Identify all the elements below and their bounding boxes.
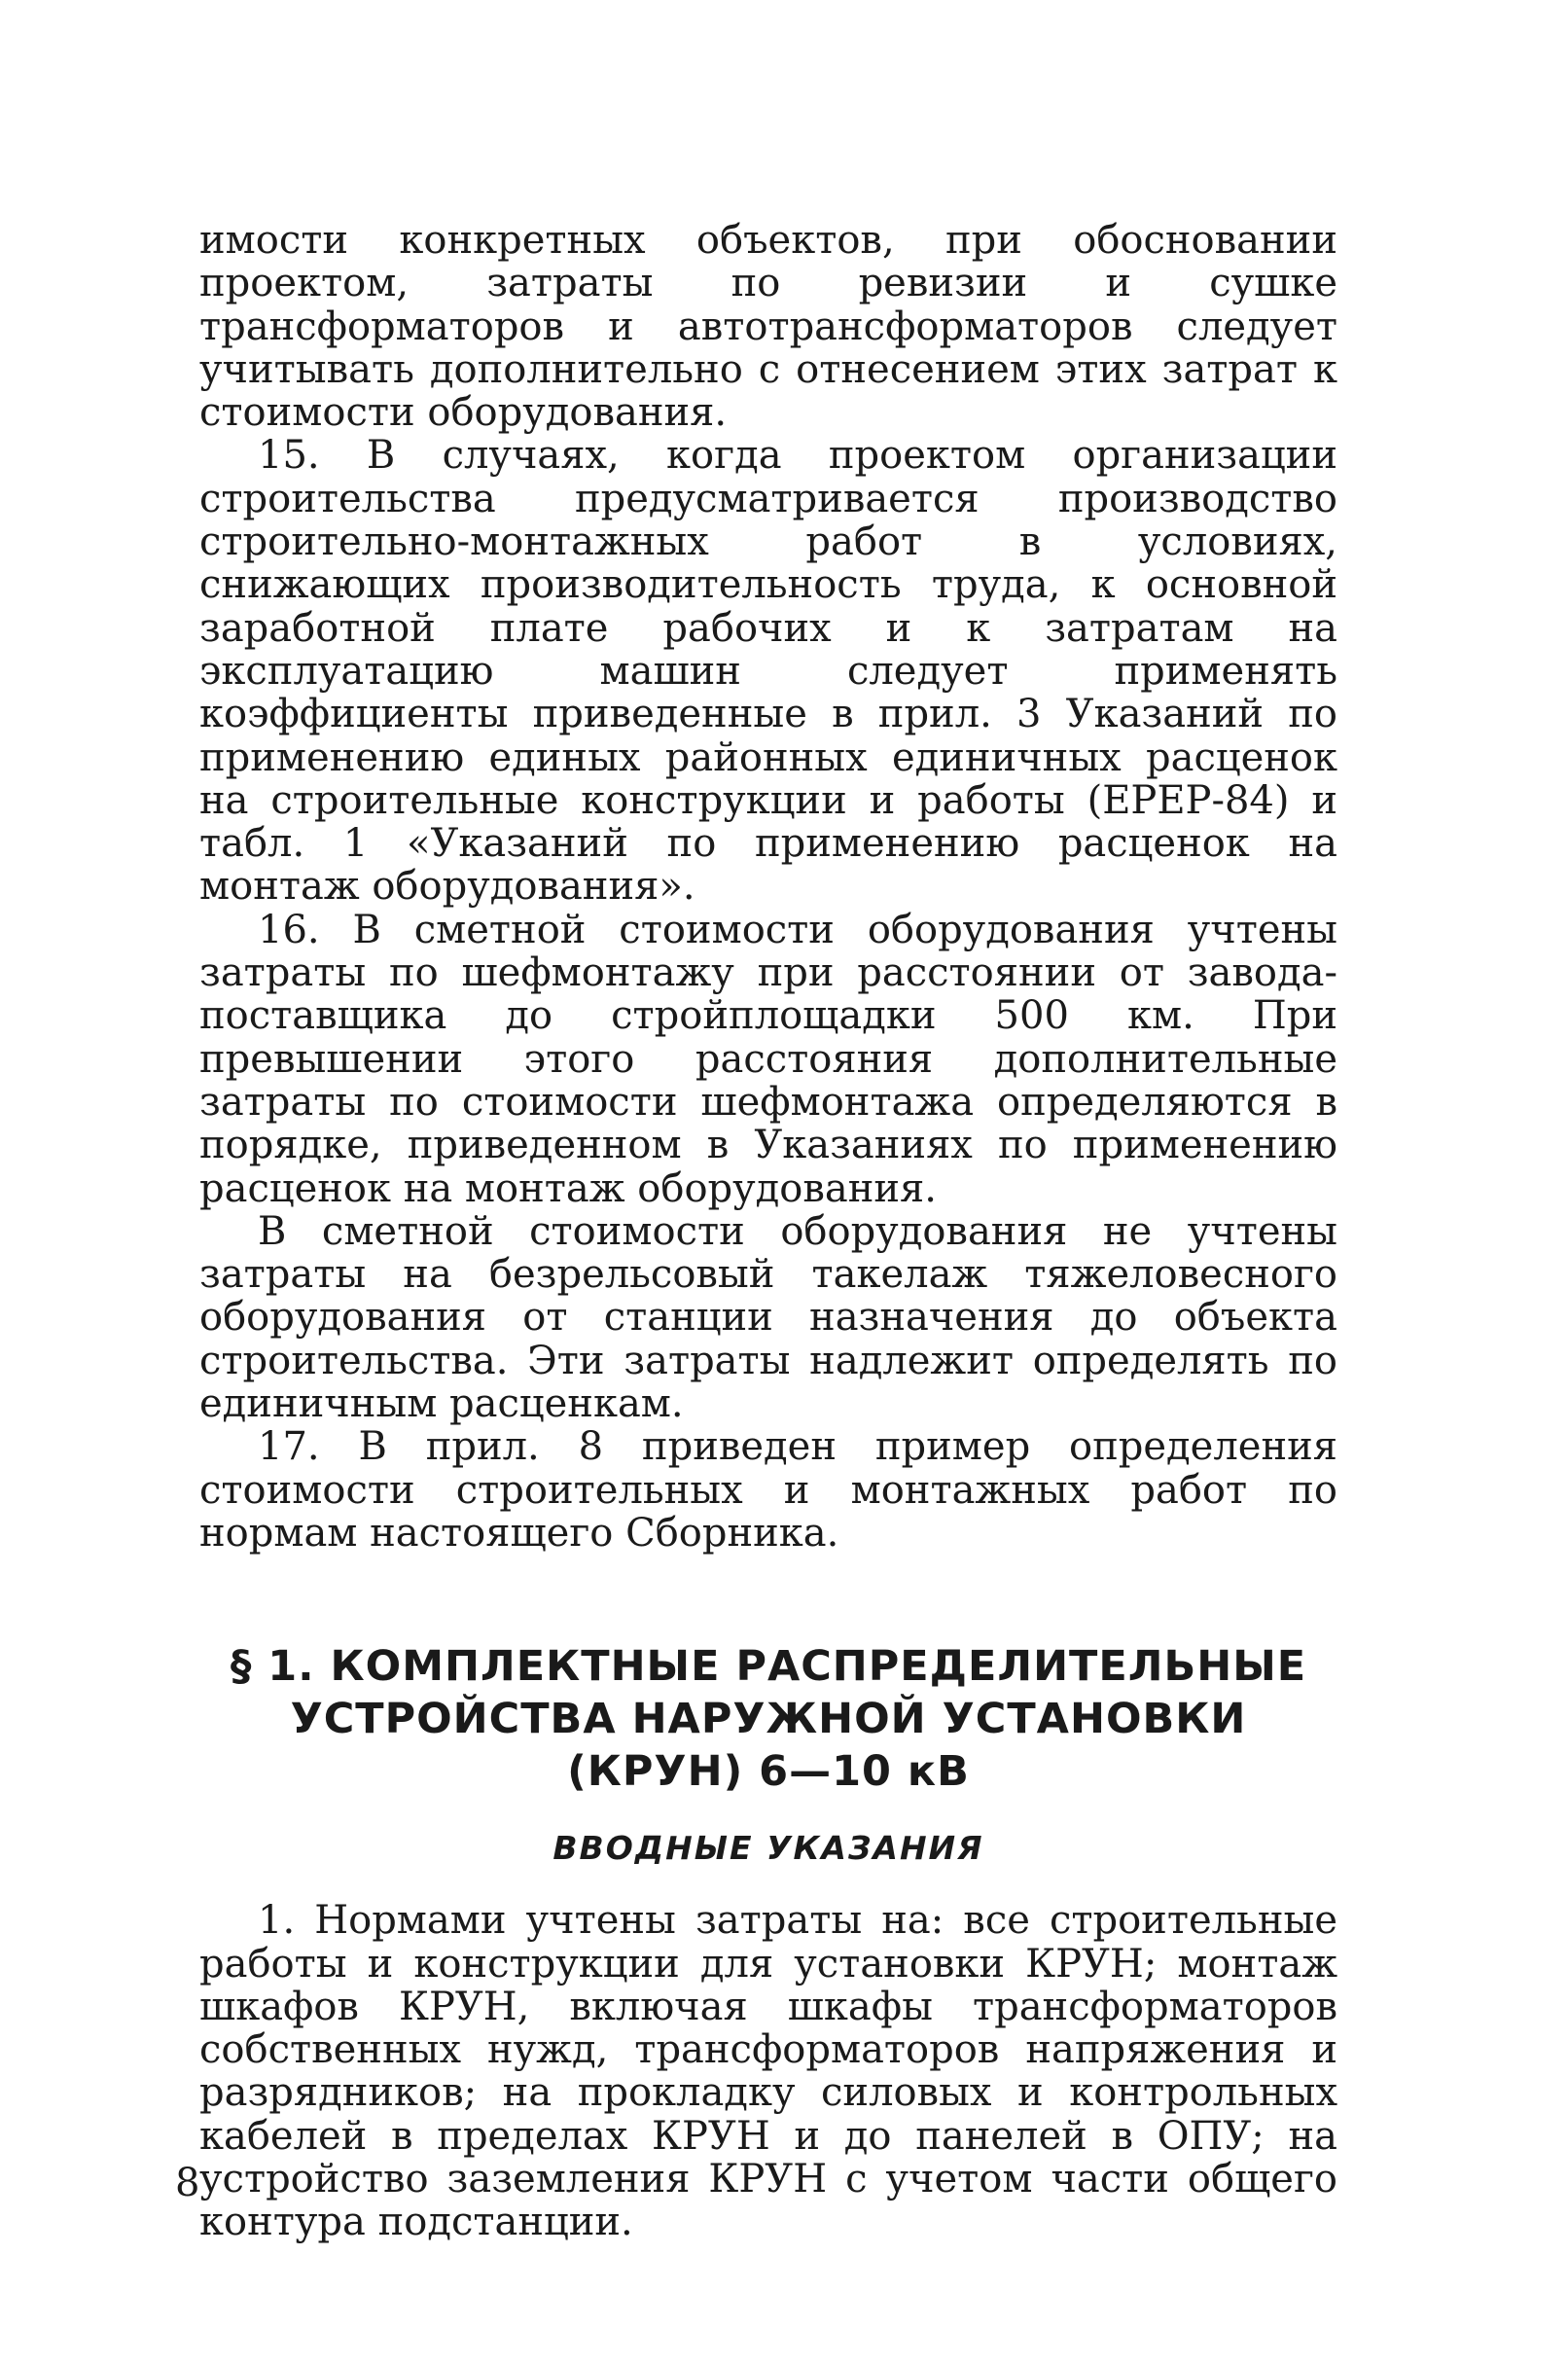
- section-heading: [199, 1640, 1337, 1798]
- paragraph-continuation: имости конкретных объектов, при обосновании проектом, затраты по ревизии и сушке трансформаторов и автотрансформаторов следует учитывать дополнительно с отнесением этих затрат к стоимости оборудования.: [199, 218, 1337, 436]
- section-paragraph-1: 1. Нормами учтены затраты на: все строительные работы и конструкции для установки КРУН; монтаж шкафов КРУН, включая шкафы трансформаторов собственных нужд, трансформаторов напряжения и разрядников; на прокладку силовых и контрольных кабелей в пределах КРУН и до панелей в ОПУ; на устройство заземления КРУН с учетом части общего контура подстанции.: [199, 1898, 1337, 2245]
- section-heading-line-2: УСТРОЙСТВА НАРУЖНОЙ УСТАНОВКИ: [290, 1695, 1247, 1744]
- page-number: 8: [175, 2161, 200, 2205]
- section-heading-line-3: (КРУН) 6—10 кВ: [567, 1747, 970, 1797]
- paragraph-16: 16. В сметной стоимости оборудования учтены затраты по шефмонтажу при расстоянии от завода-поставщика до стройплощадки 500 км. При превышении этого расстояния дополнительные затраты по стоимости шефмонтажа определяются в порядке, приведенном в Указаниях по применению расценок на монтаж оборудования.: [199, 907, 1337, 1211]
- section-heading-line-1: § 1. КОМПЛЕКТНЫЕ РАСПРЕДЕЛИТЕЛЬНЫЕ: [230, 1642, 1307, 1692]
- paragraph-16-continued: В сметной стоимости оборудования не учтены затраты на безрельсовый такелаж тяжеловесного оборудования от станции назначения до объекта строительства. Эти затраты надлежит определять по единичным расценкам.: [199, 1208, 1337, 1427]
- section-subheading: ВВОДНЫЕ УКАЗАНИЯ: [552, 1829, 984, 1868]
- document-page: [199, 219, 1337, 2244]
- paragraph-17: 17. В прил. 8 приведен пример определения стоимости строительных и монтажных работ по нормам настоящего Сборника.: [199, 1424, 1337, 1556]
- paragraph-15: 15. В случаях, когда проектом организации строительства предусматривается производство строительно-монтажных работ в условиях, снижающих производительность труда, к основной заработной плате рабочих и к затратам на эксплуатацию машин следует применять коэффициенты приведенные в прил. 3 Указаний по применению единых районных единичных расценок на строительные конструкции и работы (ЕРЕР-84) и табл. 1 «Указаний по применению расценок на монтаж оборудования».: [199, 433, 1337, 910]
